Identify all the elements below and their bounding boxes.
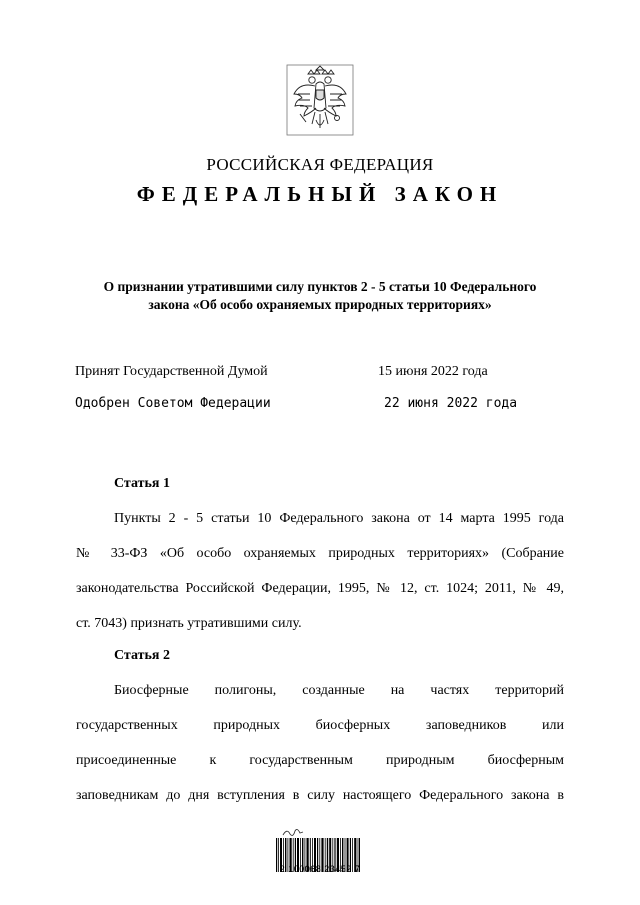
council-date: 22 июня 2022 года <box>384 396 518 411</box>
coat-of-arms-icon <box>286 64 354 136</box>
duma-label: Принят Государственной Думой <box>75 364 268 379</box>
article-2-text <box>76 673 564 813</box>
article-2-line: государственных природных биосферных заповедников или <box>76 718 564 733</box>
document-type: ФЕДЕРАЛЬНЫЙ ЗАКОН <box>136 182 504 206</box>
law-title <box>72 278 568 314</box>
article-1-line: ст. 7043) признать утратившими силу. <box>76 616 302 631</box>
signature-mark-icon <box>282 826 304 838</box>
duma-date: 15 июня 2022 года <box>378 364 488 379</box>
article-1-line: Пункты 2 - 5 статьи 10 Федерального закона от 14 марта 1995 года <box>114 511 564 526</box>
country-name: РОССИЙСКАЯ ФЕДЕРАЦИЯ <box>206 155 434 174</box>
article-1-text <box>76 501 564 641</box>
article-1-heading: Статья 1 <box>114 476 170 491</box>
article-2-line: присоединенные к государственным природным биосферным <box>76 753 564 768</box>
council-label: Одобрен Советом Федерации <box>75 396 271 411</box>
article-1-line: законодательства Российской Федерации, 1995, № 12, ст. 1024; 2011, № 49, <box>76 581 564 596</box>
barcode-number: 2 100068 23452 7 <box>279 864 361 874</box>
law-title-line-2: закона «Об особо охраняемых природных территориях» <box>148 297 492 312</box>
article-2-line: Биосферные полигоны, созданные на частях территорий <box>114 683 564 698</box>
law-title-line-1: О признании утратившими силу пунктов 2 - 5 статьи 10 Федерального <box>103 279 537 294</box>
article-2-heading: Статья 2 <box>114 648 170 663</box>
article-1-line: № 33-ФЗ «Об особо охраняемых природных территориях» (Собрание <box>76 546 564 561</box>
article-2-line: заповедникам до дня вступления в силу настоящего Федерального закона в <box>76 788 564 803</box>
